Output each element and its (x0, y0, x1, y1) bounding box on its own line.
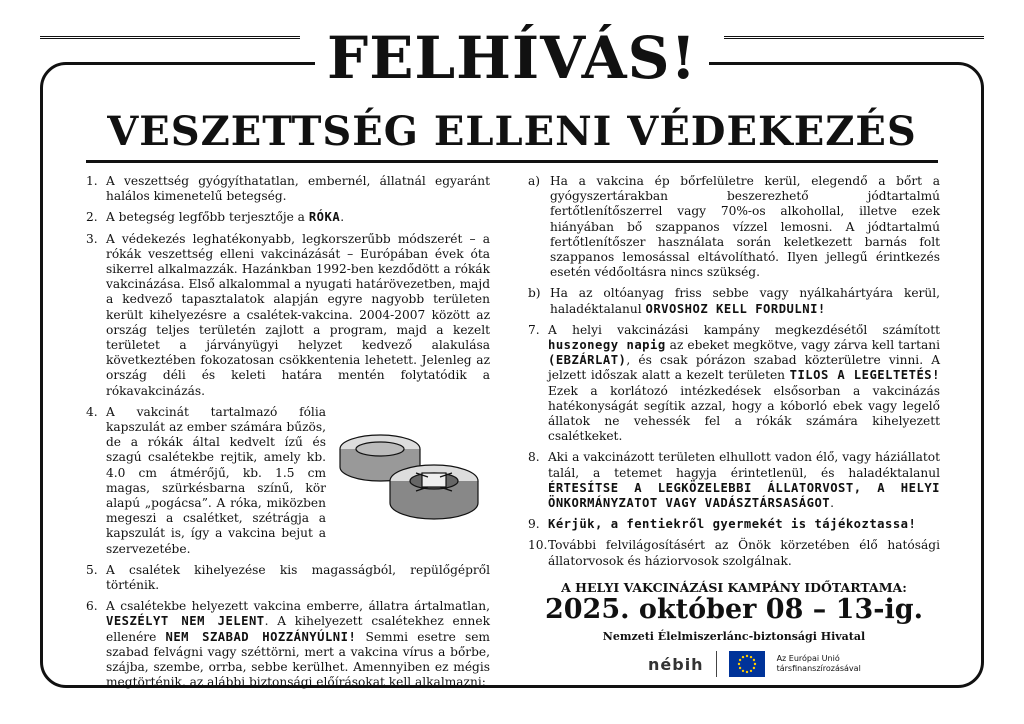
item-number: 6. (86, 599, 98, 614)
body-text: A veszettség gyógyíthatatlan, embernél, állatnál egyaránt halálos kimenetelű betegség. (106, 174, 490, 204)
emphasis-text: NEM SZABAD HOZZÁNYÚLNI! (165, 629, 357, 644)
body-text: További felvilágosításért az Önök körzetében élő hatósági állatorvosok és háziorvosok szolgálnak. (548, 538, 940, 568)
emphasis-text: huszonegy napig (548, 338, 666, 353)
left-column (86, 174, 490, 697)
item-text (106, 232, 490, 398)
body-text: Semmi esetre sem szabad felvágni vagy széttörni, mert a vakcina vírus a bőrbe, szájba, szembe, orrba, sebbe kerülhet. Amennyiben ez mégis megtörténik, az alábbi biztonsági előírásokat kell alkalmazni: (106, 629, 490, 690)
item-text (106, 210, 344, 224)
campaign-date: 2025. október 08 – 13-ig. (544, 594, 923, 625)
eu-star-icon (745, 655, 747, 657)
emphasis-text: (EBZÁRLAT) (548, 353, 627, 368)
item-number: 3. (86, 231, 98, 246)
item-number: 7. (528, 322, 540, 337)
right-list (528, 323, 940, 569)
subtitle-rule (86, 160, 938, 163)
item-text (106, 174, 490, 203)
item-text (106, 405, 326, 556)
emphasis-text: Kérjük, a fentiekről gyermekét is tájékoztassa! (548, 517, 917, 532)
subitem (528, 286, 940, 316)
item-number: 4. (86, 404, 98, 419)
item-number: 8. (528, 450, 540, 465)
list-item (528, 538, 940, 568)
eu-flag-icon (729, 651, 765, 677)
list-item (86, 232, 490, 399)
item-text (550, 174, 940, 279)
item-text (106, 563, 490, 592)
body-text: Ezek a korlátozó intézkedések elsősorban a vakcinázás hatékonyságát segítik azzal, hogy a kóborló ebek vagy legelő állatok ne vehessék fel a rókák számára kihelyezett csalétkeket. (548, 383, 940, 444)
body-text: Ha a vakcina ép bőrfelületre kerül, elegendő a bőrt a gyógyszertárakban beszerezhető jódtartalmú fertőtlenítőszerrel vagy 70%-os alkohollal, illetve ezek hiányában bő szappanos vízzel lemosni. A jódtartalmú fertőtlenítőszer használata során keletkezett barnás folt szappanos lemosással eltávolítható. Ilyen jellegű érintkezés esetén védőoltásra nincs szükség. (550, 174, 940, 280)
body-text: A védekezés leghatékonyabb, legkorszerűbb módszerét – a rókák veszettség elleni vakcinázását – Európában évek óta sikerrel alkalmazzák. Hazánkban 1992-ben kezdődött a rókák vakcinázása. Első alkalommal a nyugati határövezetben, majd a kedvező tapasztalatok alapján egyre nagyobb területen került kihelyezésre a csalétek-vakcina. 2004-2007 között az ország teljes területén zajlott a program, majd a kezelt területet a járványügyi helyzet kedvező alakulása következtében fokozatosan csökkentenia lehetett. Jelenleg az ország déli és keleti határa mentén folytatódik a rókavakcinázás. (106, 231, 490, 398)
eu-line-1: Az Európai Unió (776, 654, 840, 663)
item-number: b) (528, 286, 541, 301)
item-text (548, 538, 940, 567)
item-number: 2. (86, 210, 98, 225)
emphasis-text: VESZÉLYT NEM JELENT (106, 614, 265, 629)
body-text: A csalétek kihelyezése kis magasságból, repülőgépről történik. (106, 562, 490, 593)
list-item (528, 450, 940, 511)
body-text: Ha az oltóanyag friss sebbe vagy nyálkahártyára kerül, haladéktalanul (550, 286, 940, 316)
logo-row (648, 650, 861, 678)
body-text: Aki a vakcinázott területen elhullott vadon élő, vagy háziállatot talál, a tetemet hagyja érintetlenül, és haladéktalanul (548, 450, 940, 480)
body-text: A helyi vakcinázási kampány megkezdésétől számított (548, 322, 940, 337)
safety-subitems (528, 174, 940, 317)
eu-star-icon (738, 667, 740, 669)
item-text (550, 286, 940, 315)
item-number: a) (528, 174, 541, 188)
list-item (528, 517, 940, 532)
emphasis-text: TILOS A LEGELTETÉS! (789, 368, 940, 383)
eu-line-2: társfinanszírozásával (776, 664, 861, 673)
item-text (548, 323, 940, 443)
body-text: , és csak pórázon szabad közterületre vinni. A jelzett időszak alatt a kezelt területen (548, 353, 940, 383)
emphasis-text: ÉRTESÍTSE A LEGKÖZELEBBI ÁLLATORVOST, A HELYI ÖNKORMÁNYZATOT VAGY VADÁSZTÁRSASÁGOT (548, 480, 940, 511)
eu-star-icon (738, 659, 740, 661)
list-item (86, 563, 490, 593)
body-text: A csalétekbe helyezett vakcina emberre, állatra ártalmatlan, (106, 599, 490, 614)
item-text (106, 599, 490, 689)
campaign-organization: Nemzeti Élelmiszerlánc-biztonsági Hivatal (602, 630, 866, 643)
eu-star-icon (752, 667, 754, 669)
eu-star-icon (753, 663, 755, 665)
eu-star-icon (752, 659, 754, 661)
page-subtitle: VESZETTSÉG ELLENI VÉDEKEZÉS (107, 108, 917, 155)
list-item (86, 174, 490, 204)
eu-star-icon (745, 671, 747, 673)
list-item (86, 210, 490, 225)
left-list (86, 174, 490, 691)
eu-star-icon (749, 670, 751, 672)
logo-divider (716, 651, 717, 677)
item-text (548, 450, 940, 510)
body-text: A betegség legfőbb terjesztője a (106, 210, 309, 225)
emphasis-text: ORVOSHOZ KELL FORDULNI! (645, 301, 826, 316)
eu-star-icon (749, 656, 751, 658)
emphasis-text: RÓKA (308, 210, 341, 225)
bait-illustration-icon (334, 411, 490, 529)
item-number: 10. (528, 538, 548, 553)
body-text: az ebeket megkötve, vagy zárva kell tartani (665, 338, 940, 353)
campaign-label: A HELYI VAKCINÁZÁSI KAMPÁNY IDŐTARTAMA: (561, 580, 907, 595)
nebih-logo: nébih (648, 654, 704, 674)
item-number: 5. (86, 562, 98, 577)
body-text: . A kihelyezett csalétekhez ennek ellenére (106, 614, 490, 644)
list-item (86, 405, 490, 557)
eu-funding-text (777, 654, 861, 674)
right-column (528, 174, 940, 575)
eu-star-icon (737, 663, 739, 665)
body-text: . (830, 496, 835, 511)
eu-star-icon (741, 670, 743, 672)
page-title: FELHÍVÁS! (315, 26, 709, 90)
eu-star-icon (741, 656, 743, 658)
list-item (86, 599, 490, 690)
item-number: 9. (528, 517, 540, 532)
subitem (528, 174, 940, 280)
body-text: . (340, 210, 345, 225)
body-text: A vakcinát tartalmazó fólia kapszulát az ember számára bűzös, de a rókák által kedvelt ízű és szagú csalétekbe rejtik, amely kb. 4.0 cm átmérőjű, kb. 1.5 cm magas, szürkésbarna színű, kör alapú „pogácsa”. A róka, miközben megeszi a csalétket, szétrágja a kapszulát is, így a vakcina bejut a szervezetébe. (106, 404, 326, 556)
item-text (548, 517, 916, 531)
item-number: 1. (86, 174, 98, 188)
list-item (528, 323, 940, 445)
title-wrap (0, 26, 1024, 90)
